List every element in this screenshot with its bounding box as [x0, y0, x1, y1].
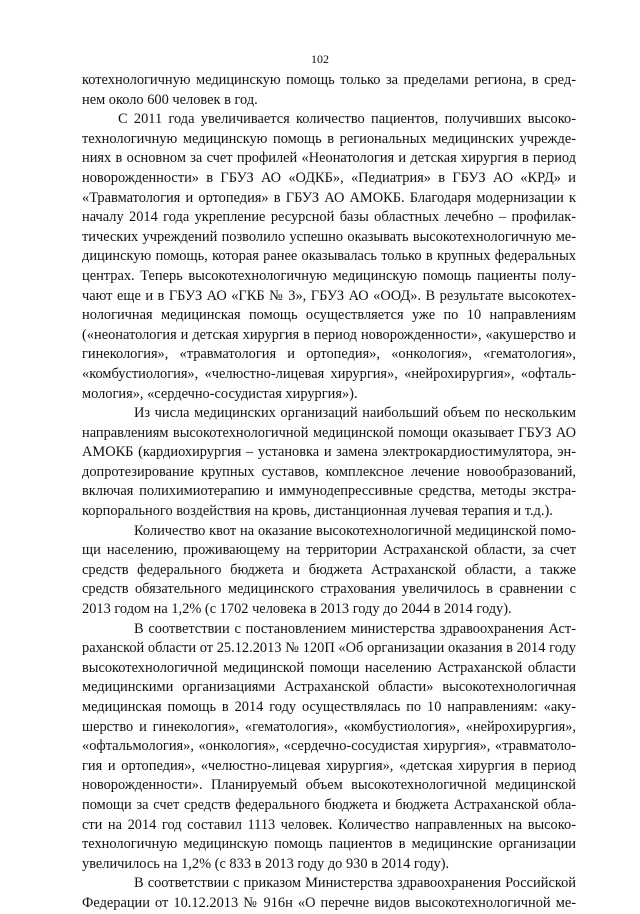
text-line: средств федерального бюджета и бюджета Астраханской области, а также [82, 561, 576, 578]
text-line: В соответствии с постановлением министерства здравоохранения Аст- [134, 620, 576, 637]
text-line: нем около 600 человек в год. [82, 91, 258, 108]
text-line: включая полихимиотерапию и иммунодепрессивные средства, методы экстра- [82, 483, 576, 500]
text-line: помощи за счет средств федерального бюджета и бюджета Астраханской обла- [82, 796, 576, 813]
text-line: медицинскими организациями Астраханской области» высокотехнологичная [82, 679, 576, 696]
text-line: новорожденности». Планируемый объем высокотехнологичной медицинской [82, 777, 576, 794]
text-line: медицинская помощь в 2014 году осуществлялась по 10 направлениям: «аку- [82, 699, 576, 715]
text-line: В соответствии с приказом Министерства здравоохранения Российской [134, 875, 576, 892]
text-line: увеличилось на 1,2% (с 833 в 2013 году до 930 в 2014 году). [82, 855, 450, 872]
page-number: 102 [311, 52, 329, 66]
text-line: котехнологичную медицинскую помощь только за пределами региона, в сред- [82, 72, 576, 88]
text-line: («неонатология и детская хирургия в период новорожденности», «акушерство и [82, 326, 576, 343]
text-line: гия и ортопедия», «челюстно-лицевая хирургия», «детская хирургия в период [82, 757, 576, 774]
text-line: допротезирование крупных суставов, комплексное лечение новообразований, [82, 463, 576, 480]
text-line: направлениям высокотехнологичной медицинской помощи оказывает ГБУЗ АО [82, 424, 576, 441]
text-line: 2013 годом на 1,2% (с 1702 человека в 2013 году до 2044 в 2014 году). [82, 601, 512, 618]
text-line: «офтальмология», «онкология», «сердечно-сосудистая хирургия», «травматоло- [82, 738, 576, 755]
text-line: Федерации от 10.12.2013 № 916н «О перечне видов высокотехнологичной ме- [82, 894, 576, 911]
text-line: ниях в основном за счет профилей «Неонатология и детская хирургия в период [82, 150, 576, 167]
text-line: «Травматология и ортопедия» в ГБУЗ АО АМОКБ. Благодаря модернизации к [82, 189, 576, 206]
text-line: АМОКБ (кардиохирургия – установка и замена электрокардиостимулятора, эн- [82, 444, 576, 461]
text-line: шерство и гинекология», «гематология», «комбустиология», «нейрохирургия», [82, 718, 576, 735]
text-line: нологичная медицинская помощь осуществляется уже по 10 направлениям [82, 307, 576, 324]
text-line: гинекология», «травматология и ортопедия», «онкология», «гематология», [82, 346, 576, 363]
text-line: щи населению, проживающему на территории Астраханской области, за счет [82, 542, 576, 559]
text-line: средств обязательного медицинского страхования увеличилось в сравнении с [82, 581, 576, 598]
text-line: «комбустиология», «челюстно-лицевая хирургия», «нейрохирургия», «офталь- [82, 365, 576, 382]
text-line: дицинскую помощь, которая ранее оказывалась только в крупных федеральных [82, 248, 576, 265]
document-body [82, 71, 576, 914]
text-line: новорожденности» в ГБУЗ АО «ОДКБ», «Педиатрия» в ГБУЗ АО «КРД» и [82, 169, 576, 186]
text-line: Количество квот на оказание высокотехнологичной медицинской помо- [134, 522, 576, 539]
text-line: чают еще и в ГБУЗ АО «ГКБ № 3», ГБУЗ АО «ООД». В результате высокотех- [82, 287, 576, 304]
text-line: сти на 2014 год составил 1113 человек. Количество направленных на высоко- [82, 816, 576, 833]
text-line: раханской области от 25.12.2013 № 120П «Об организации оказания в 2014 году [82, 640, 576, 657]
text-line: технологичную медицинскую помощь пациентов в медицинские организации [82, 836, 576, 853]
text-line: Из числа медицинских организаций наибольший объем по нескольким [134, 405, 576, 422]
text-line: С 2011 года увеличивается количество пациентов, получивших высоко- [118, 111, 576, 128]
text-line: центрах. Теперь высокотехнологичную медицинскую помощь пациенты полу- [82, 267, 576, 284]
text-line: тических учреждений позволило успешно оказывать высокотехнологичную ме- [82, 228, 576, 245]
text-line: высокотехнологичной медицинской помощи населению Астраханской области [82, 659, 576, 676]
text-line: корпорального воздействия на кровь, дистанционная лучевая терапия и т.д.). [82, 503, 553, 520]
text-line: мология», «сердечно-сосудистая хирургия»). [82, 385, 358, 402]
text-line: началу 2014 года укрепление ресурсной базы областных лечебно – профилак- [82, 209, 576, 226]
text-line: технологичную медицинскую помощь в региональных медицинских учрежде- [82, 130, 576, 147]
